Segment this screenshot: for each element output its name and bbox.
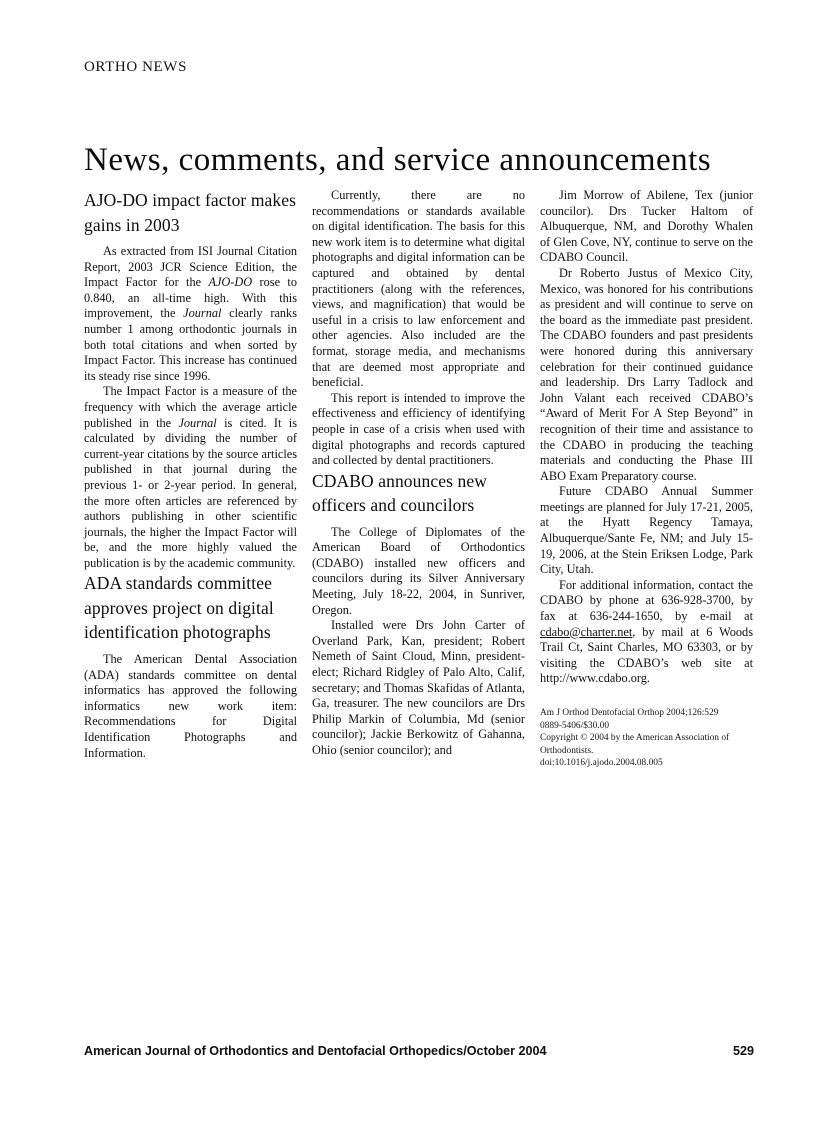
page-title: News, comments, and service announcements <box>84 142 712 179</box>
text-run: For additional information, contact the CDABO by phone at 636-928-3700, by fax at 636-244-1650, by e-mail at <box>540 577 753 624</box>
footer-page-number: 529 <box>732 1044 754 1058</box>
italic-journal: Journal <box>178 415 217 430</box>
paragraph-cdabo-contact <box>540 578 753 687</box>
paragraph-cdabo-5: Future CDABO Annual Summer meetings are planned for July 17-21, 2005, at the Hyatt Regency Tamaya, Albuquerque/Sante Fe, NM; and July 15-19, 2006, at the Stein Eriksen Lodge, Park City, Utah. <box>540 484 753 577</box>
paragraph-cdabo-3: Jim Morrow of Abilene, Tex (junior councilor). Drs Tucker Haltom of Albuquerque, NM, and Dorothy Whalen of Glen Cove, NY, continue to serve on the CDABO Council. <box>540 188 753 265</box>
column-3 <box>540 188 753 770</box>
paragraph-cdabo-2: Installed were Drs John Carter of Overland Park, Kan, president; Robert Nemeth of Saint Cloud, Minn, president-elect; Richard Ridgley of Palo Alto, Calif, secretary; and Thomas Skafidas of Atlanta, Ga, treasurer. The new councilors are Drs Philip Markin of Columbia, Md (senior councilor); Jackie Berkowitz of Gahanna, Ohio (senior councilor); and <box>312 618 525 757</box>
running-head: ORTHO NEWS <box>84 59 188 75</box>
column-1 <box>84 188 297 761</box>
paragraph-cdabo-1: The College of Diplomates of the American Board of Orthodontics (CDABO) installed new officers and councilors during its Silver Anniversary Meeting, July 18-22, 2004, in Sunriver, Oregon. <box>312 524 525 617</box>
email-link-cdabo[interactable]: cdabo@charter.net <box>540 624 633 639</box>
text-run: As extracted from ISI Journal Citation Report, 2003 JCR Science Edition, the Impact Factor for the <box>84 244 297 290</box>
citation-line-source: Am J Orthod Dentofacial Orthop 2004;126:529 <box>540 708 719 718</box>
section-heading-ada-standards: ADA standards committee approves project on digital identification photographs <box>84 573 274 643</box>
text-run: clearly ranks number 1 among orthodontic journals in both total citations and when sorted by Impact Factor. This increase has continued its steady rise since 1996. <box>84 306 297 383</box>
citation-line-issn: 0889-5406/$30.00 <box>540 720 610 731</box>
paragraph-impact-factor-2 <box>84 384 297 571</box>
text-run: The Impact Factor is a measure of the frequency with which the average article published in the <box>84 384 297 430</box>
paragraph-digital-id-2: This report is intended to improve the effectiveness and efficiency of identifying people in case of a crisis when used with digital photographs and records captured and collected by dental practitioners. <box>312 390 525 468</box>
column-2 <box>312 188 525 759</box>
italic-journal: Journal <box>183 306 222 321</box>
citation-line-doi: doi:10.1016/j.ajodo.2004.08.005 <box>540 758 663 769</box>
citation-block <box>540 707 753 770</box>
paragraph-ada-standards-1: The American Dental Association (ADA) standards committee on dental informatics has approved the following informatics new work item: Recommendations for Digital Identification Photographs and Information. <box>84 651 297 760</box>
italic-ajo-do: AJO-DO <box>208 275 253 290</box>
text-run: , by mail at 6 Woods Trail Ct, Saint Charles, MO 63303, or by visiting the CDABO’s web site at http://www.cdabo.org. <box>540 624 753 686</box>
footer-journal-line: American Journal of Orthodontics and Dentofacial Orthopedics/October 2004 <box>84 1044 547 1058</box>
paragraph-impact-factor-1 <box>84 244 297 384</box>
citation-line-copyright: Copyright © 2004 by the American Association of Orthodontists. <box>540 733 730 756</box>
text-run: rose to 0.840, an all-time high. With this improvement, the <box>84 275 297 321</box>
section-heading-impact-factor: AJO-DO impact factor makes gains in 2003 <box>84 190 297 235</box>
section-heading-cdabo: CDABO announces new officers and councilors <box>312 470 487 516</box>
page-footer <box>84 1044 754 1058</box>
paragraph-cdabo-4: Dr Roberto Justus of Mexico City, Mexico, was honored for his contributions as president and will continue to serve on the board as the immediate past president. The CDABO founders and past presidents were honored during this anniversary celebration for their continued guidance and leadership. Drs Larry Tadlock and John Valant each received CDABO’s “Award of Merit For A Step Beyond” in recognition of their time and assistance to the CDABO in producing the teaching materials and conducting the Phase III ABO Exam Preparatory course. <box>540 265 753 483</box>
paragraph-digital-id-1: Currently, there are no recommendations or standards available on digital identification. The basis for this new work item is to determine what digital photographs and digital information can be captured and obtained by dental practitioners (along with the references, views, and magnification) that would be useful in a crisis to law enforcement and other agencies. Also included are the format, storage media, and mechanisms that are deemed most appropriate and beneficial. <box>312 188 525 390</box>
text-run: is cited. It is calculated by dividing the number of current-year citations by the source articles published in that journal during the previous 1- or 2-year period. In general, the more often articles are referenced by authors publishing in other scientific journals, the higher the Impact Factor will be, and the more highly valued the publication is by the academic community. <box>84 415 297 570</box>
